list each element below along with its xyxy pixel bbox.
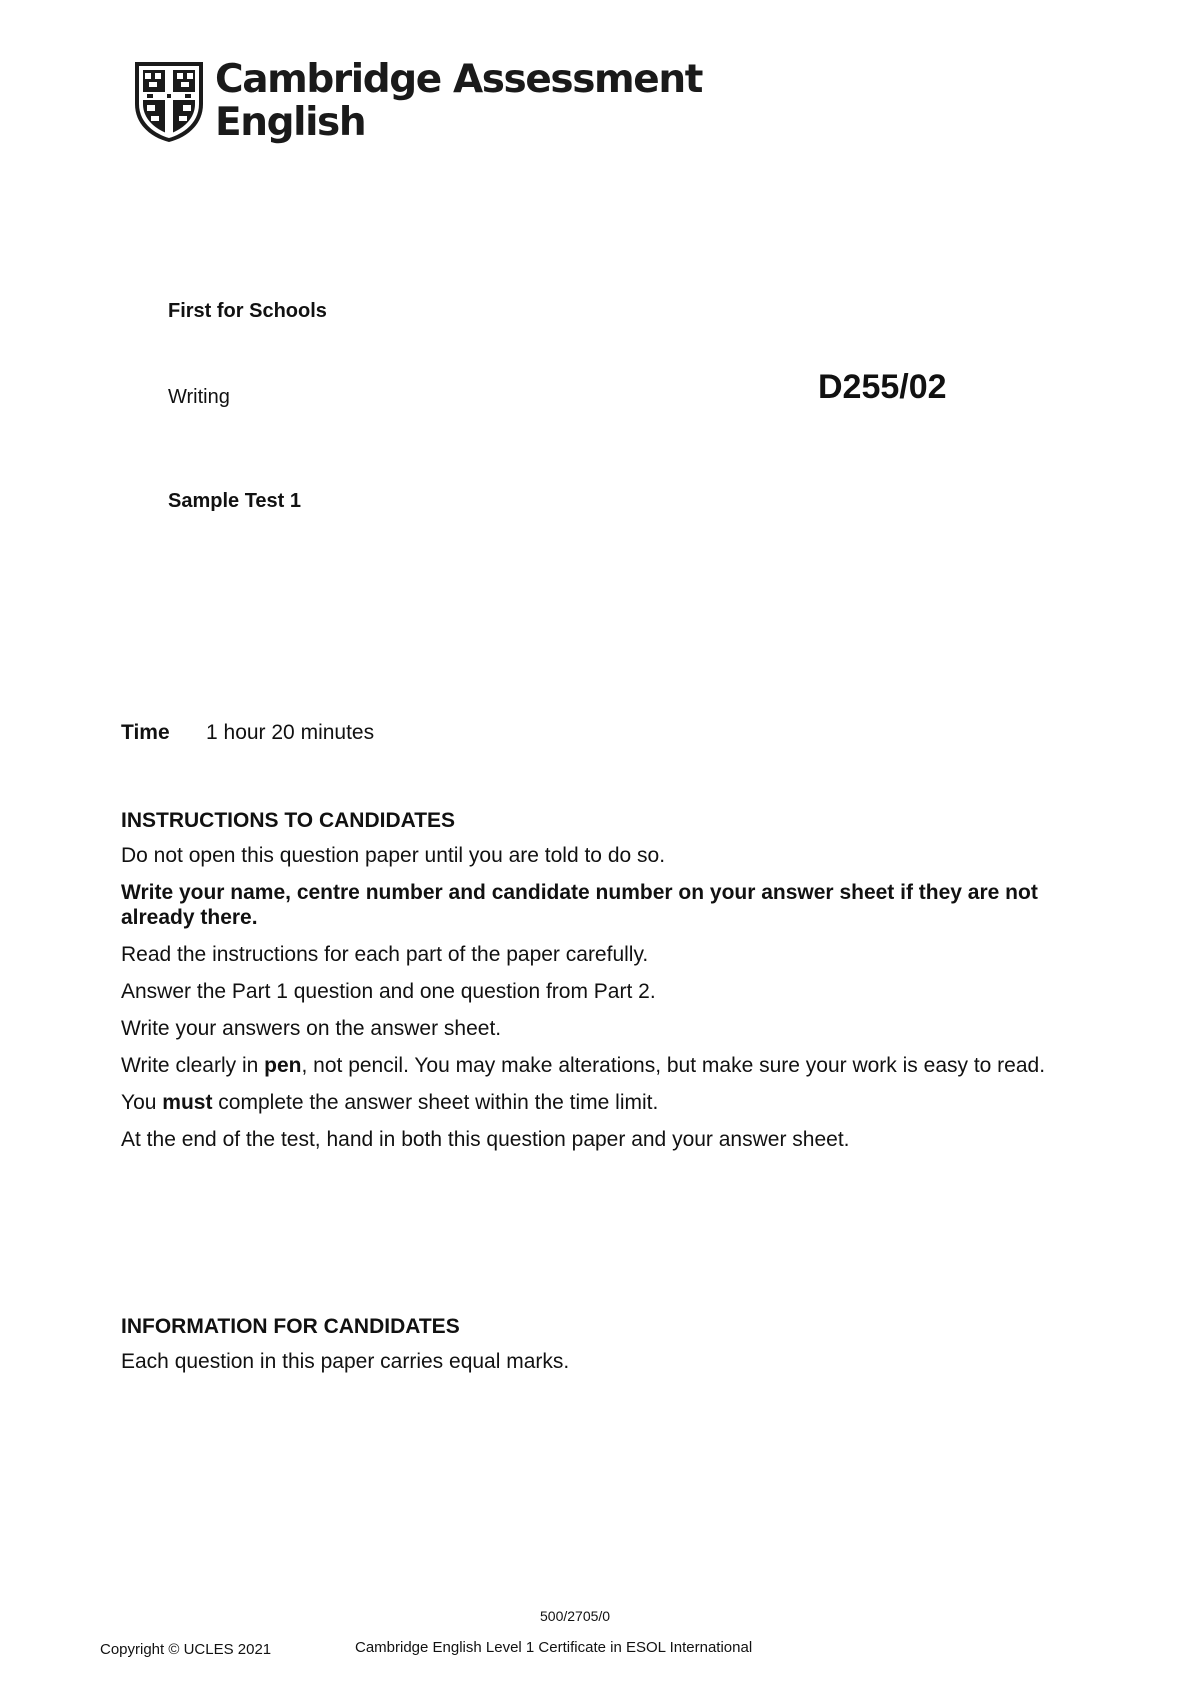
instruction-line: Read the instructions for each part of the paper carefully. (121, 943, 649, 966)
information-line: Each question in this paper carries equal marks. (121, 1350, 570, 1373)
instructions-heading: INSTRUCTIONS TO CANDIDATES (121, 809, 456, 832)
information-heading: INFORMATION FOR CANDIDATES (121, 1315, 460, 1338)
exam-name: First for Schools (168, 300, 327, 322)
footer-qualification-code: 500/2705/0 (540, 1608, 611, 1624)
instruction-text: You (121, 1091, 163, 1114)
university-crest-icon (133, 60, 205, 144)
sample-test-label: Sample Test 1 (168, 490, 302, 512)
cambridge-assessment-logo (133, 57, 702, 145)
instruction-text: Write clearly in (121, 1054, 265, 1077)
instruction-emphasis: pen (264, 1054, 302, 1077)
paper-code: D255/02 (818, 368, 947, 406)
instructions-section (121, 808, 1061, 1164)
instruction-line-bold: Write your name, centre number and candidate number on your answer sheet if they are not already there. (121, 881, 1038, 929)
instruction-line: Do not open this question paper until you are told to do so. (121, 844, 666, 867)
logo-text-line2: English (215, 100, 366, 145)
instruction-text: complete the answer sheet within the time limit. (212, 1091, 659, 1114)
footer-copyright: Copyright © UCLES 2021 (100, 1641, 272, 1658)
instruction-line: At the end of the test, hand in both this question paper and your answer sheet. (121, 1128, 850, 1151)
component-name: Writing (168, 386, 230, 408)
instruction-emphasis: must (162, 1091, 213, 1114)
instruction-line: Answer the Part 1 question and one question from Part 2. (121, 980, 656, 1003)
instruction-line: Write your answers on the answer sheet. (121, 1017, 502, 1040)
instruction-line (121, 1090, 1061, 1115)
logo-text-line1: Cambridge Assessment (215, 57, 702, 102)
time-label: Time (121, 721, 170, 744)
time-value: 1 hour 20 minutes (206, 721, 375, 744)
information-section (121, 1314, 1061, 1386)
footer-certificate: Cambridge English Level 1 Certificate in ESOL International (355, 1639, 753, 1656)
instruction-line (121, 1053, 1061, 1078)
instruction-text: , not pencil. You may make alterations, but make sure your work is easy to read. (301, 1054, 1046, 1077)
